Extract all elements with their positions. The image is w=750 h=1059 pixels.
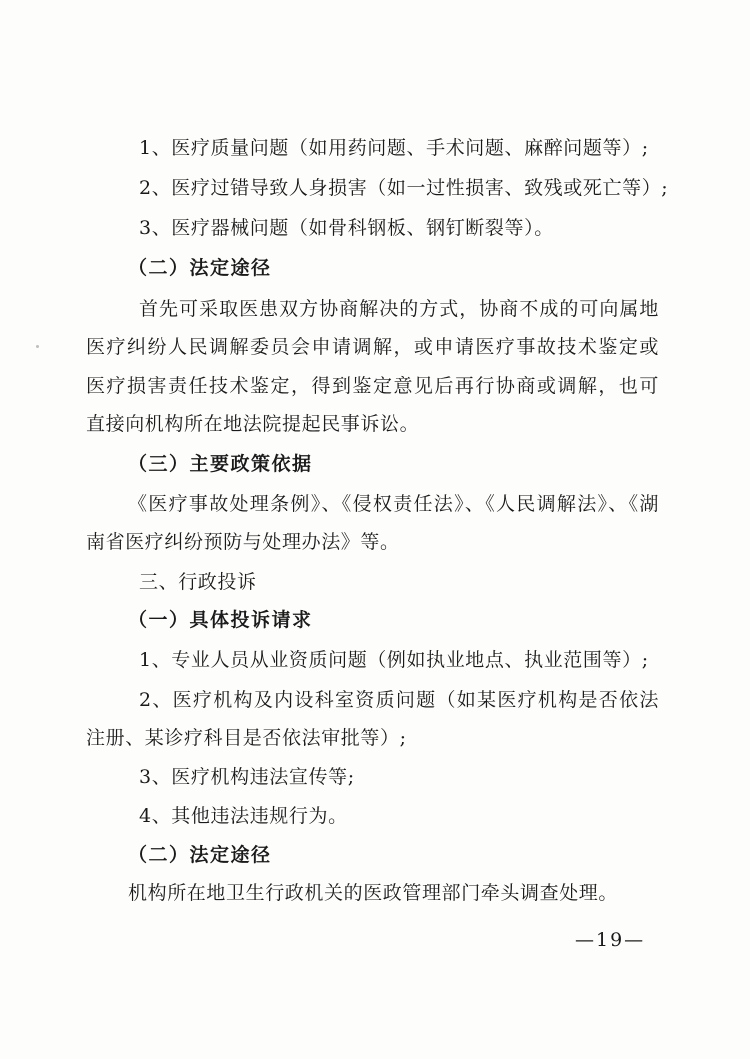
- list-item-illegal-advertising: 3、医疗机构违法宣传等;: [139, 766, 355, 788]
- list-item-professional-qualification: 1、专业人员从业资质问题（例如执业地点、执业范围等）;: [139, 649, 649, 671]
- list-item-institution-qualification: 2、医疗机构及内设科室资质问题（如某医疗机构是否依法: [139, 689, 659, 711]
- paragraph-line: 直接向机构所在地法院提起民事诉讼。: [86, 413, 420, 435]
- paragraph-line: 医疗损害责任技术鉴定，得到鉴定意见后再行协商或调解，也可: [86, 375, 659, 397]
- paragraph-line: 南省医疗纠纷预防与处理办法》等。: [86, 531, 400, 553]
- paragraph-line: 医疗纠纷人民调解委员会申请调解，或申请医疗事故技术鉴定或: [86, 336, 659, 358]
- scan-speck: [36, 345, 39, 348]
- paragraph-line: 机构所在地卫生行政机关的医政管理部门牵头调查处理。: [128, 882, 619, 904]
- list-item-medical-quality: 1、医疗质量问题（如用药问题、手术问题、麻醉问题等）;: [139, 137, 649, 159]
- list-item-other-violations: 4、其他违法违规行为。: [139, 805, 348, 827]
- section-heading-policy-basis: （三）主要政策依据: [128, 453, 313, 475]
- list-item-medical-device: 3、医疗器械问题（如骨科钢板、钢钉断裂等）。: [139, 217, 554, 239]
- section-heading-legal-route-2: （二）法定途径: [128, 844, 272, 866]
- list-item-medical-fault: 2、医疗过错导致人身损害（如一过性损害、致残或死亡等）;: [139, 177, 669, 199]
- page-number: —19—: [575, 929, 646, 951]
- section-heading-admin-complaint: 三、行政投诉: [139, 571, 257, 593]
- paragraph-line: 首先可采取医患双方协商解决的方式，协商不成的可向属地: [139, 298, 659, 320]
- paragraph-line: 《医疗事故处理条例》、《侵权责任法》、《人民调解法》、《湖: [128, 493, 659, 515]
- section-heading-complaint-requests: （一）具体投诉请求: [128, 609, 313, 631]
- section-heading-legal-route: （二）法定途径: [128, 257, 272, 279]
- list-item-continuation: 注册、某诊疗科目是否依法审批等）;: [86, 727, 407, 749]
